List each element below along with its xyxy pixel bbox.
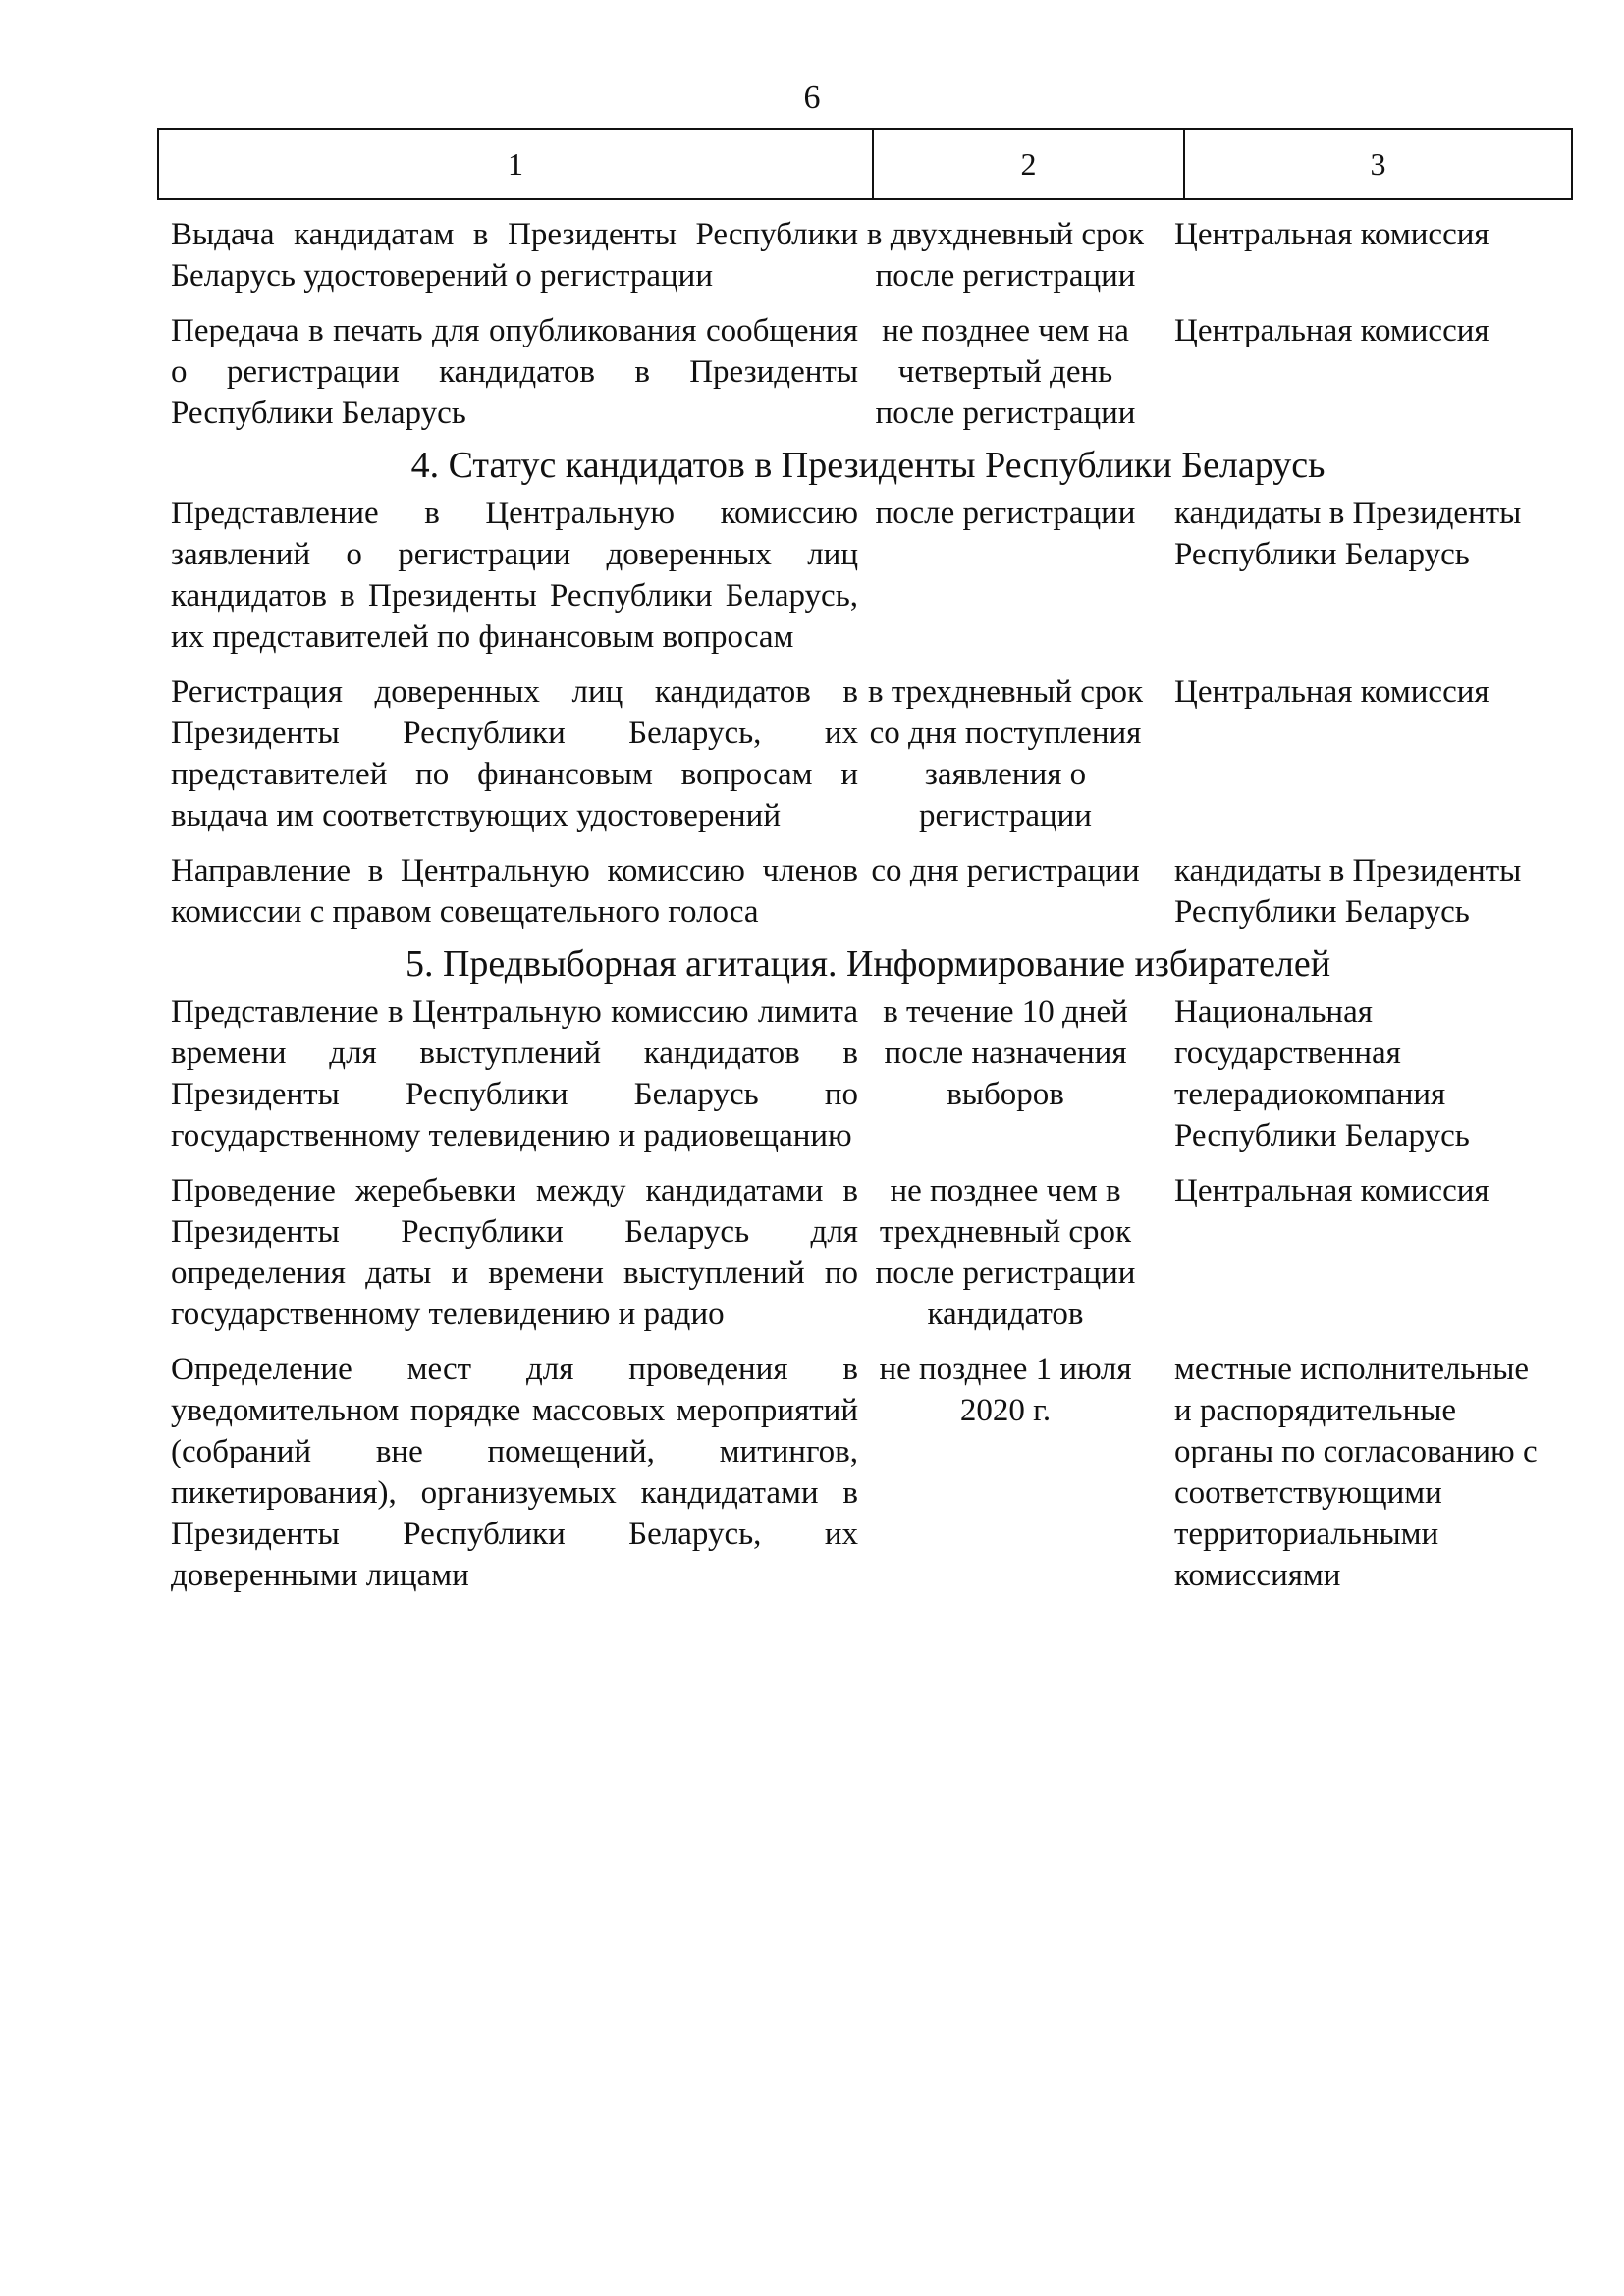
term-cell: в двухдневный срок после регистрации [866,217,1145,294]
term-cell: со дня регистрации [871,853,1140,888]
action-cell: Представление в Центральную комиссию заявлений о регистрации доверенных лиц кандидатов в Президенты Республики Беларусь, их представителей по финансовым вопросам [171,496,858,655]
schedule-table-body [171,214,1565,1596]
term-cell: после регистрации [875,496,1136,531]
table-row [171,850,1565,933]
header-col-1: 1 [159,130,874,198]
table-row [171,1170,1565,1335]
term-cell: в трехдневный срок со дня поступления заявления о регистрации [868,674,1143,833]
action-cell: Передача в печать для опубликования сообщения о регистрации кандидатов в Президенты Республики Беларусь [171,313,858,431]
term-cell: не позднее чем на четвертый день после регистрации [875,313,1136,431]
header-col-3: 3 [1370,146,1386,182]
section-title-4: 4. Статус кандидатов в Президенты Республики Беларусь [410,445,1326,486]
term-cell: не позднее 1 июля 2020 г. [879,1352,1132,1428]
term-cell: не позднее чем в трехдневный срок после регистрации кандидатов [875,1173,1136,1332]
responsible-cell: местные исполнительные и распорядительные органы по согласованию с соответствующими территориальными комиссиями [1174,1352,1538,1593]
responsible-cell: Центральная комиссия [1174,217,1489,252]
action-cell: Регистрация доверенных лиц кандидатов в Президенты Республики Беларусь, их представителей по финансовым вопросам и выдача им соответствующих удостоверений [171,674,858,833]
table-row [171,991,1565,1156]
responsible-cell: кандидаты в Президенты Республики Беларусь [1174,853,1522,930]
table-row [171,493,1565,658]
section-title-5: 5. Предвыборная агитация. Информирование избирателей [405,943,1331,985]
table-row [171,1349,1565,1596]
page-number: 6 [803,80,821,116]
responsible-cell: Центральная комиссия [1174,313,1489,348]
table-row [171,214,1565,296]
table-row [171,671,1565,836]
responsible-cell: Центральная комиссия [1174,674,1489,710]
table-header [157,128,1573,200]
term-cell: в течение 10 дней после назначения выборов [883,994,1128,1112]
action-cell: Определение мест для проведения в уведомительном порядке массовых мероприятий (собраний вне помещений, митингов, пикетирования), организуемых кандидатами в Президенты Республики Беларусь, их доверенными лицами [171,1352,858,1593]
responsible-cell: кандидаты в Президенты Республики Беларусь [1174,496,1522,572]
responsible-cell: Центральная комиссия [1174,1173,1489,1208]
responsible-cell: Национальная государственная телерадиокомпания Республики Беларусь [1174,994,1470,1153]
table-row [171,310,1565,434]
action-cell: Направление в Центральную комиссию членов комиссии с правом совещательного голоса [171,853,858,930]
header-col-2: 2 [874,130,1185,198]
action-cell: Представление в Центральную комиссию лимита времени для выступлений кандидатов в Президенты Республики Беларусь по государственному телевидению и радиовещанию [171,994,858,1153]
action-cell: Проведение жеребьевки между кандидатами в Президенты Республики Беларусь для определения даты и времени выступлений по государственному телевидению и радио [171,1173,858,1332]
action-cell: Выдача кандидатам в Президенты Республики Беларусь удостоверений о регистрации [171,217,858,294]
